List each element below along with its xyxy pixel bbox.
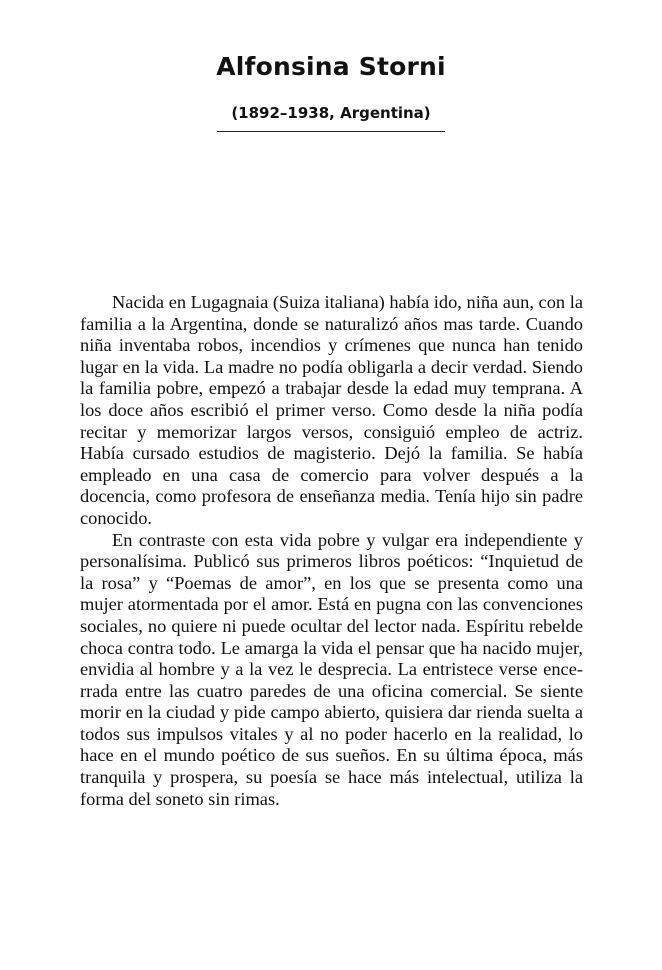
biography-text bbox=[80, 292, 583, 810]
biography-paragraph: Nacida en Lugagnaia (Suiza italiana) había ido, niña aun, con la familia a la Argentina, donde se naturalizó años mas tarde. Cuando niña inventaba robos, incendios y crímenes que nunca han tenido lugar en la vida. La madre no podía obligarla a decir verdad. Siendo la familia pobre, empezó a trabajar desde la edad muy temprana. A los doce años escribió el primer verso. Como desde la niña podía recitar y memorizar largos versos, consiguió empleo de actriz. Había cursado estudios de magisterio. Dejó la familia. Se había empleado en una casa de comercio para volver después a la docencia, como profesora de enseñanza media. Tenía hijo sin padre conocido. bbox=[80, 292, 583, 528]
heading-underline bbox=[217, 131, 445, 132]
author-dates-subheading: (1892–1938, Argentina) bbox=[231, 104, 431, 122]
biography-paragraph: En contraste con esta vida pobre y vulgar era independiente y personalísima. Publicó sus primeros libros poéticos: “Inquietud de la rosa” y “Poemas de amor”, en los que se presenta como una mujer atormentada por el amor. Está en pugna con las convenciones sociales, no quiere ni puede ocultar del lector nada. Espíritu rebelde choca contra todo. Le amarga la vida el pensar que ha nacido mujer, envidia al hombre y a la vez le desprecia. La entristece verse encerrada entre las cuatro paredes de una oficina comercial. Se siente morir en la ciudad y pide campo abierto, quisiera dar rienda suelta a todos sus impulsos vitales y al no poder hacerlo en la realidad, lo hace en el mundo poético de sus sueños. En su última época, más tranquila y prospera, su poesía se hace más intelectual, utiliza la forma del soneto sin rimas. bbox=[80, 529, 583, 809]
author-name-heading: Alfonsina Storni bbox=[216, 52, 446, 81]
